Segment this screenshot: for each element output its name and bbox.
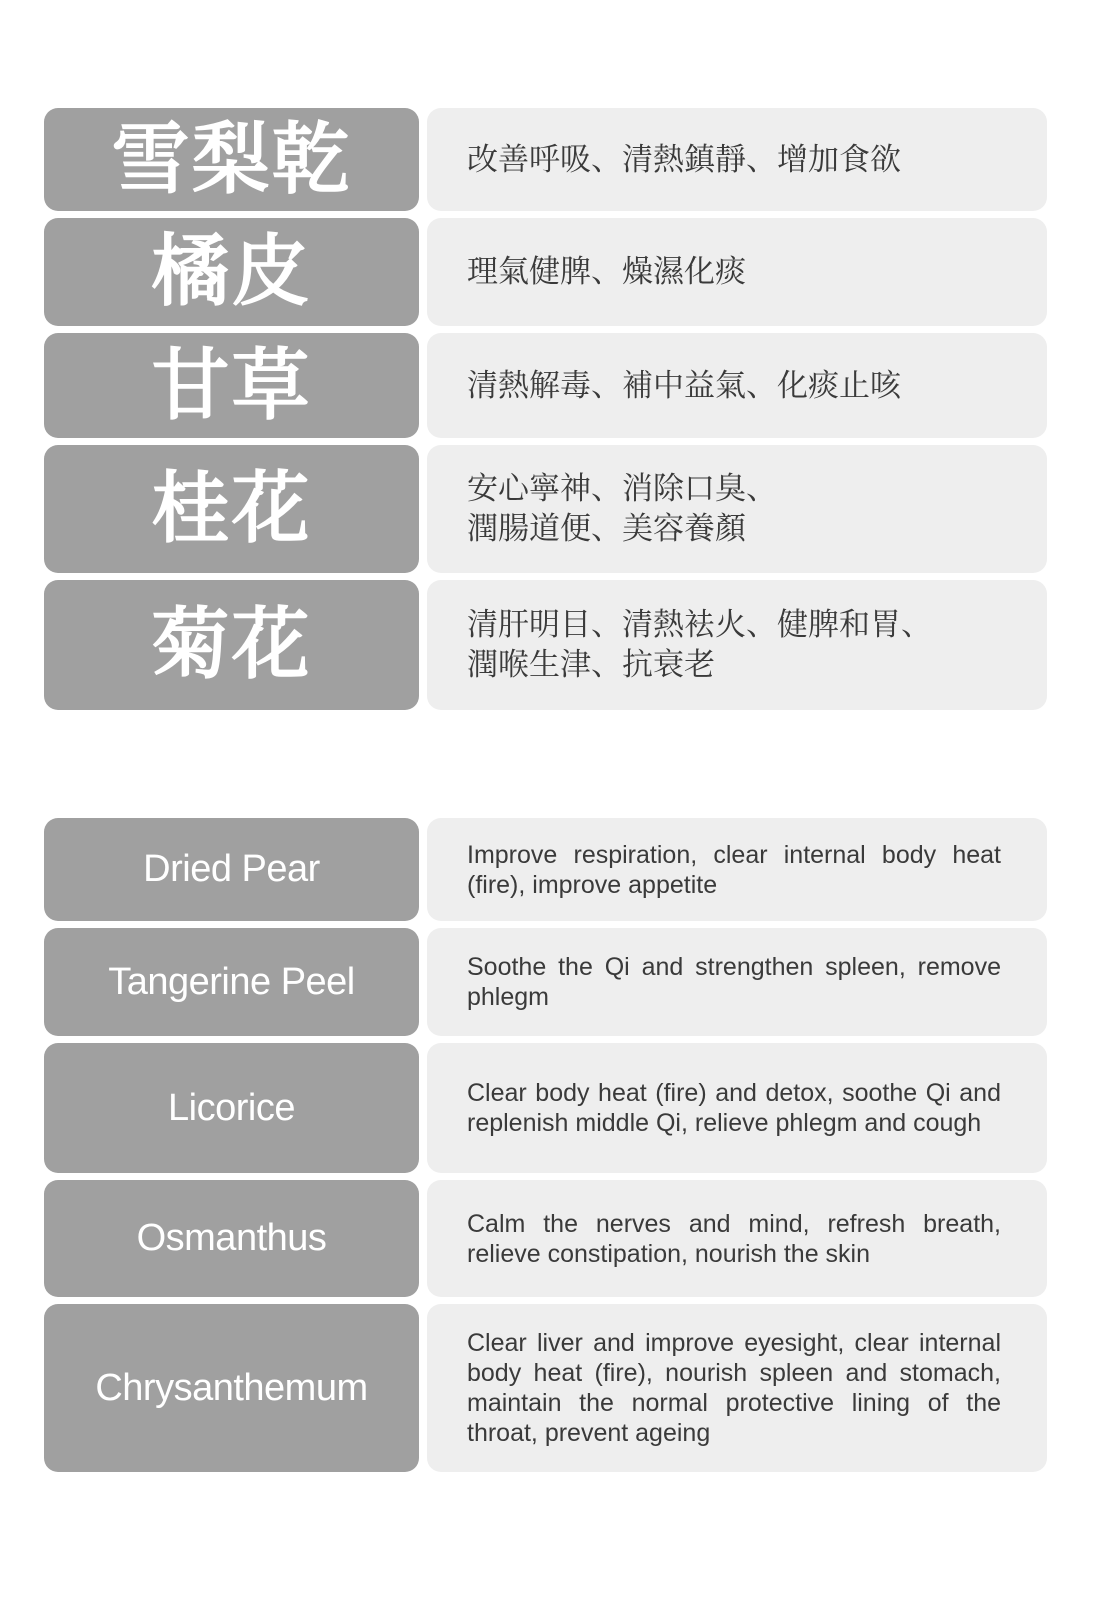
herb-row (44, 108, 1047, 211)
herb-name: Chrysanthemum (44, 1304, 419, 1472)
herb-name: Dried Pear (44, 818, 419, 921)
herb-name: 桂花 (44, 445, 419, 573)
herb-table-english (44, 818, 1047, 1479)
herb-row (44, 1043, 1047, 1173)
herb-table-chinese (44, 108, 1047, 717)
herb-name: 橘皮 (44, 218, 419, 326)
herb-name: 菊花 (44, 580, 419, 710)
herb-row (44, 218, 1047, 326)
herb-name: Tangerine Peel (44, 928, 419, 1036)
herb-benefits: Clear liver and improve eyesight, clear internal body heat (fire), nourish spleen and stomach, maintain the normal protective lining of the throat, prevent ageing (427, 1304, 1047, 1472)
herb-benefits: 理氣健脾、燥濕化痰 (427, 218, 1047, 326)
herb-row (44, 445, 1047, 573)
herb-row (44, 1304, 1047, 1472)
herb-row (44, 1180, 1047, 1297)
herb-benefits: Improve respiration, clear internal body heat (fire), improve appetite (427, 818, 1047, 921)
herb-name: Osmanthus (44, 1180, 419, 1297)
herb-row (44, 928, 1047, 1036)
herb-benefits: 改善呼吸、清熱鎮靜、增加食欲 (427, 108, 1047, 211)
herb-row (44, 580, 1047, 710)
herb-benefits: Clear body heat (fire) and detox, soothe Qi and replenish middle Qi, relieve phlegm and cough (427, 1043, 1047, 1173)
herb-name: Licorice (44, 1043, 419, 1173)
herb-row (44, 818, 1047, 921)
herb-name: 雪梨乾 (44, 108, 419, 211)
herb-name: 甘草 (44, 333, 419, 438)
herb-benefits: 清肝明目、清熱袪火、健脾和胃、 潤喉生津、抗衰老 (427, 580, 1047, 710)
herb-benefits: Calm the nerves and mind, refresh breath, relieve constipation, nourish the skin (427, 1180, 1047, 1297)
herb-benefits: 清熱解毒、補中益氣、化痰止咳 (427, 333, 1047, 438)
herb-benefits: 安心寧神、消除口臭、 潤腸道便、美容養顏 (427, 445, 1047, 573)
herb-row (44, 333, 1047, 438)
herb-benefits: Soothe the Qi and strengthen spleen, remove phlegm (427, 928, 1047, 1036)
